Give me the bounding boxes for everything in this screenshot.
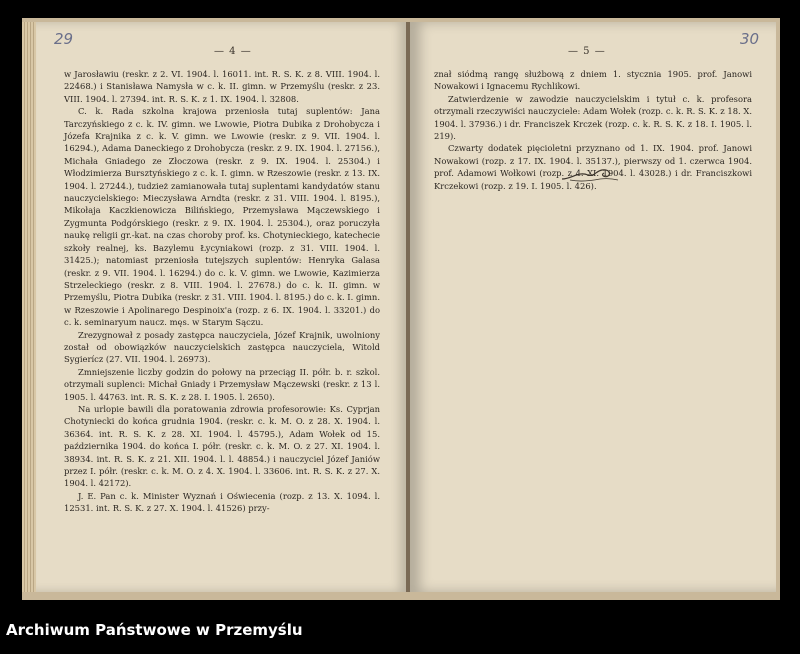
left-page-number: — 4 — (214, 46, 252, 57)
paragraph: w Jarosławiu (reskr. z 2. VI. 1904. l. 16011. int. R. S. K. z 8. VIII. 1904. l. 22468.) i Stanisława Namysła w c. k. II. gimn. w Przemyślu (reskr. z 23. VIII. 1904. l. 27394. int. R. S. K. z 1. IX. 1904. l. 32808. (64, 69, 380, 104)
paragraph: J. E. Pan c. k. Minister Wyznań i Oświecenia (rozp. z 13. X. 1094. l. 12531. int. R. S. K. z 27. X. 1904. l. 41526) przy- (64, 490, 380, 514)
paragraph: Na urlopie bawili dla poratowania zdrowia profesorowie: Ks. Cyprjan Chotyniecki do końca grudnia 1904. (reskr. c. k. M. O. z 28. X. 1904. l. 36364. int. R. S. K. z 28. XI. 1904. l. 45795.), Adam Wołek od 15. października 1904. do końca I. półr. (reskr. c. k. M. O. z 27. XI. 1904. l. 38934. int. R. S. K. z 21. XII. 1904. l. l. 48854.) i nauczyciel Józef Janiów przez I. półr. (reskr. c. k. M. O. z 4. X. 1904. l. 33606. int. R. S. K. z 27. X. 1904. l. 42172). (64, 403, 380, 489)
left-page-text (64, 68, 380, 515)
left-handwritten-number: 29 (54, 30, 74, 48)
right-page-number: — 5 — (568, 46, 606, 57)
left-page (36, 22, 408, 592)
paragraph: znał siódmą rangę służbową z dniem 1. stycznia 1905. prof. Janowi Nowakowi i Ignacemu Rychlikowi. (434, 69, 752, 92)
paragraph: Czwarty dodatek pięcioletni przyznano od 1. IX. 1904. prof. Janowi Nowakowi (rozp. z 17. IX. 1904. l. 35137.), pierwszy od 1. czerwca 1904. prof. Adamowi Wołkowi (rozp. z 4. XI. 1904. l. 43028.) i dr. Franciszkowi Krczekowi (rozp. z 19. I. 1905. l. 426). (434, 143, 752, 191)
ornament-icon (560, 167, 620, 183)
page-edges (22, 22, 36, 592)
paragraph: Zmniejszenie liczby godzin do połowy na przeciąg II. półr. b. r. szkol. otrzymali suplenci: Michał Gniady i Przemysław Mączewski (reskr. z 13 l. 1905. l. 44763. int. R. S. K. z 28. I. 1905. l. 2650). (64, 366, 380, 402)
archive-footer (0, 608, 800, 654)
right-handwritten-number: 30 (740, 30, 760, 48)
paragraph: C. k. Rada szkolna krajowa przeniosła tutaj suplentów: Jana Tarczyńskiego z c. k. IV. gimn. we Lwowie, Piotra Dubika z Drohobycza i Józefa Krajnika z c. k. V. gimn. we Lwowie (reskr. z 9. VII. 1904. l. 16294.), Adama Daneckiego z Drohobycza (reskr. z 9. IX. 1904. l. 27156.), Michała Gniadego ze Złoczowa (reskr. z 9. IX. 1904. l. 25304.) i Włodzimierza Bursztyńskiego z c. k. I. gimn. w Rzeszowie (reskr. z 13. IX. 1904. l. 27244.), tudzież zamianowała tutaj suplentami kandydatów stanu nauczycielskiego: Mieczysława Arndta (reskr. z 31. VIII. 1904. l. 8195.), Mikołaja Kaczkienowicza Bilińskiego, Przemysława Mączewskiego i Zygmunta Podgórskiego (reskr. z 9. IX. 1904. l. 25304.), oraz poruczyła naukę religii gr.-kat. na czas choroby prof. ks. Chotynieckiego, katechecie szkoły realnej, ks. Bazylemu Łycyniakowi (rozp. z 31. VIII. 1904. l. 31425.); natomiast przeniosła tutejszych suplentów: Henryka Galasa (reskr. z 9. VII. 1904. l. 16294.) do c. k. V. gimn. we Lwowie, Kazimierza Strzeleckiego (reskr. z 8. VIII. 1904. l. 27678.) do c. k. II. gimn. w Przemyślu, Piotra Dubika (reskr. z 31. VIII. 1904. l. 8195.) do c. k. I. gimn. w Rzeszowie i Apolinarego Despinoix'a (rozp. z 6. IX. 1904. l. 33201.) do c. k. seminaryum naucz. męs. w Starym Sączu. (64, 106, 380, 328)
paragraph: Zatwierdzenie w zawodzie nauczycielskim i tytuł c. k. profesora otrzymali rzeczywiści nauczyciele: Adam Wołek (rozp. c. k. R. S. K. z 18. X. 1904. l. 37936.) i dr. Franciszek Krczek (rozp. c. k. R. S. K. z 18. I. 1905. l. 219). (434, 93, 752, 142)
paragraph: Zrezygnował z posady zastępca nauczyciela, Józef Krajnik, uwolniony został od obowiązków nauczycielskich zastępca nauczyciela, Witold Sygierícz (27. VII. 1904. l. 26973). (64, 329, 380, 365)
archive-name: Archiwum Państwowe w Przemyślu (6, 621, 303, 639)
right-page (410, 22, 776, 592)
